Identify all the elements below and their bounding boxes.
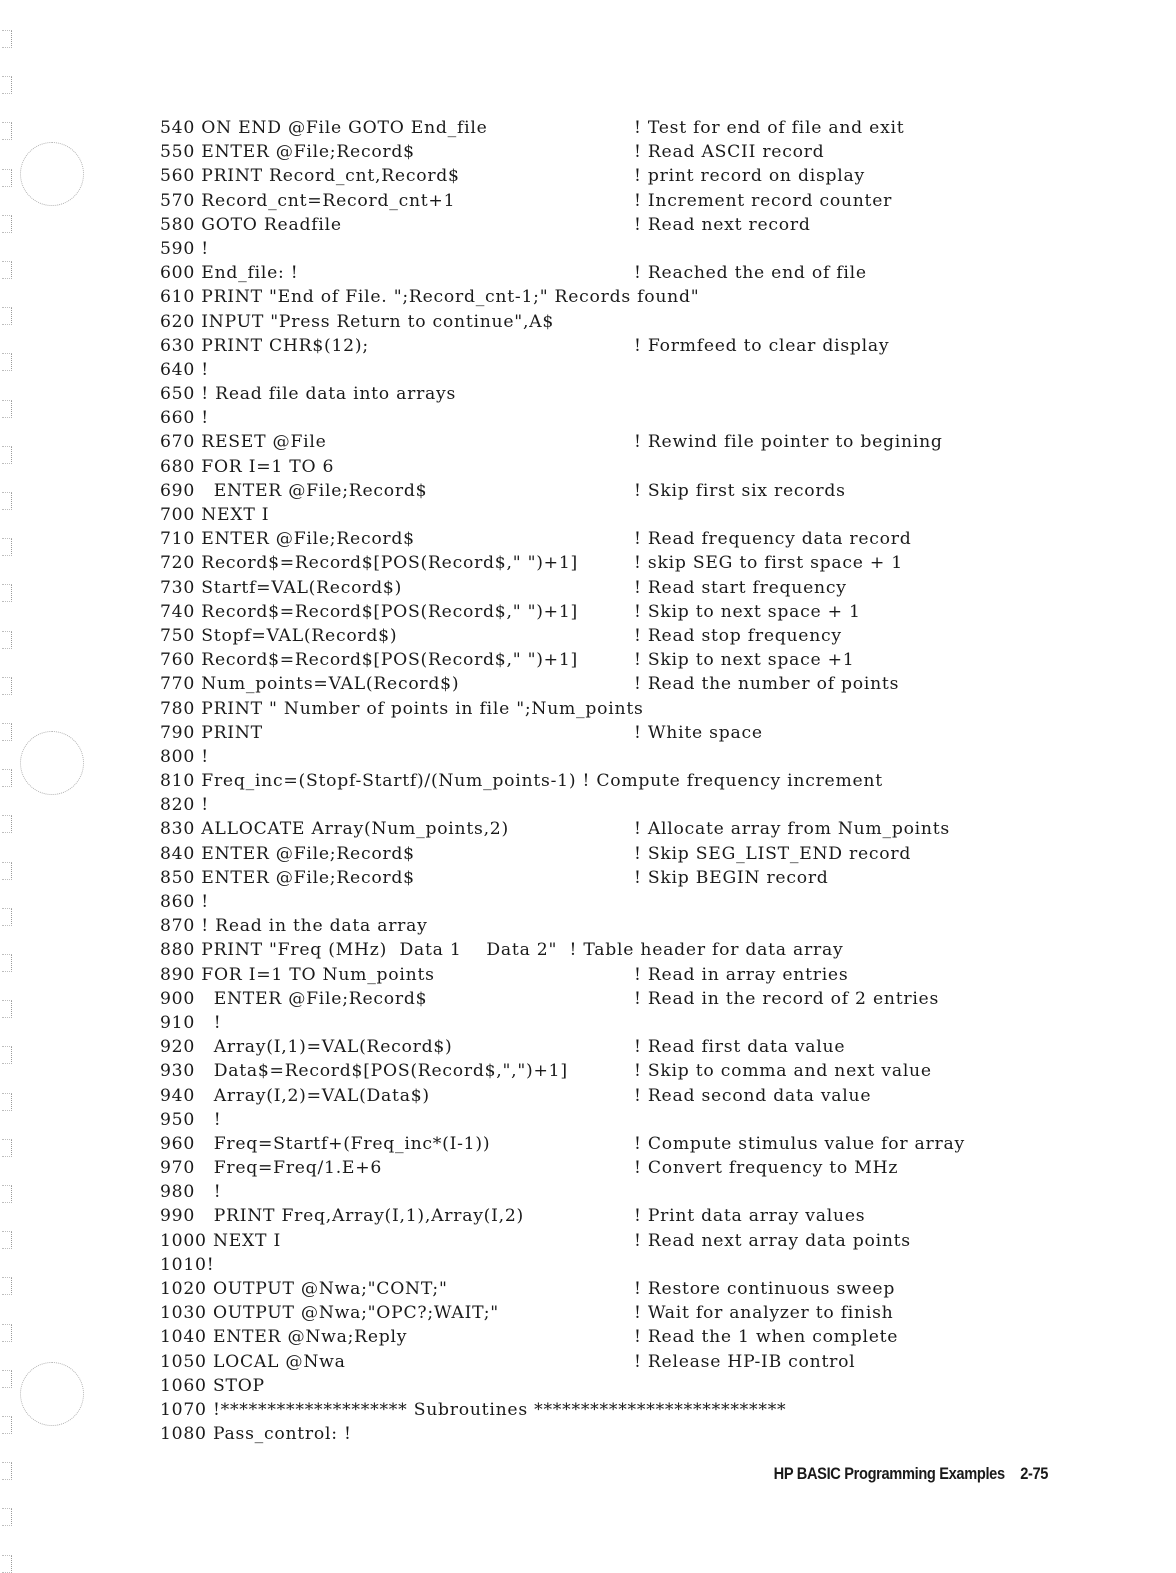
code-line xyxy=(160,842,1040,866)
code-line xyxy=(160,116,1040,140)
code-line xyxy=(160,1011,1040,1035)
code-line xyxy=(160,479,1040,503)
code-statement: 880 PRINT "Freq (MHz) Data 1 Data 2" ! Table header for data array xyxy=(160,940,844,961)
code-statement: 660 ! xyxy=(160,408,209,429)
code-comment: ! Formfeed to clear display xyxy=(634,335,890,356)
code-line xyxy=(160,527,1040,551)
code-line xyxy=(160,430,1040,454)
page-footer xyxy=(774,1464,1048,1484)
code-statement: 820 ! xyxy=(160,795,209,816)
edge-perforation-mark xyxy=(2,862,12,880)
code-line xyxy=(160,721,1040,745)
code-statement: 700 NEXT I xyxy=(160,505,270,525)
edge-perforation-mark xyxy=(2,1231,12,1249)
code-comment: ! Read frequency data record xyxy=(634,529,912,550)
code-statement: 730 Startf=VAL(Record$) xyxy=(160,577,403,598)
edge-perforation-mark xyxy=(2,677,12,695)
edge-perforation-mark xyxy=(2,1370,12,1388)
code-line xyxy=(160,1398,1040,1422)
code-statement: 970 Freq=Freq/1.E+6 xyxy=(160,1158,383,1179)
edge-perforation-mark xyxy=(2,169,12,187)
code-comment: ! Rewind file pointer to begining xyxy=(634,432,943,453)
code-line xyxy=(160,1229,1040,1253)
code-statement: 840 ENTER @File;Record$ xyxy=(160,843,415,864)
code-line xyxy=(160,866,1040,890)
code-line xyxy=(160,963,1040,987)
code-statement: 760 Record$=Record$[POS(Record$," ")+1] xyxy=(160,650,578,671)
code-line xyxy=(160,261,1040,285)
code-statement: 890 FOR I=1 TO Num_points xyxy=(160,964,435,985)
code-line xyxy=(160,1180,1040,1204)
edge-perforation-mark xyxy=(2,1324,12,1342)
code-line xyxy=(160,189,1040,213)
edge-perforation-mark xyxy=(2,261,12,279)
code-line xyxy=(160,1035,1040,1059)
code-comment: ! Skip to next space +1 xyxy=(634,650,855,671)
edge-perforation-mark xyxy=(2,215,12,233)
code-comment: ! Release HP-IB control xyxy=(634,1351,856,1372)
code-statement: 720 Record$=Record$[POS(Record$," ")+1] xyxy=(160,553,578,574)
edge-perforation-mark xyxy=(2,1139,12,1157)
edge-perforation-mark xyxy=(2,492,12,510)
code-line xyxy=(160,406,1040,430)
code-statement: 540 ON END @File GOTO End_file xyxy=(160,118,488,138)
binding-edge-marks xyxy=(0,0,14,1544)
code-line xyxy=(160,310,1040,334)
code-statement: 800 ! xyxy=(160,746,209,767)
code-statement: 930 Data$=Record$[POS(Record$,",")+1] xyxy=(160,1061,568,1082)
code-comment: ! Convert frequency to MHz xyxy=(634,1158,899,1179)
code-statement: 740 Record$=Record$[POS(Record$," ")+1] xyxy=(160,601,578,622)
code-statement: 1050 LOCAL @Nwa xyxy=(160,1351,346,1372)
code-line xyxy=(160,1253,1040,1277)
code-statement: 830 ALLOCATE Array(Num_points,2) xyxy=(160,819,509,840)
code-line xyxy=(160,987,1040,1011)
code-comment: ! Compute stimulus value for array xyxy=(634,1133,965,1154)
code-comment: ! Read second data value xyxy=(634,1085,872,1106)
code-line xyxy=(160,648,1040,672)
code-line xyxy=(160,285,1040,309)
edge-perforation-mark xyxy=(2,307,12,325)
code-statement: 860 ! xyxy=(160,892,209,912)
code-line xyxy=(160,624,1040,648)
edge-perforation-mark xyxy=(2,1093,12,1111)
code-comment: ! print record on display xyxy=(634,166,865,187)
code-statement: 790 PRINT xyxy=(160,722,263,743)
code-line xyxy=(160,1132,1040,1156)
punch-hole-middle xyxy=(20,731,84,795)
code-line xyxy=(160,213,1040,237)
edge-perforation-mark xyxy=(2,723,12,741)
code-statement: 1020 OUTPUT @Nwa;"CONT;" xyxy=(160,1279,448,1299)
code-statement: 770 Num_points=VAL(Record$) xyxy=(160,674,460,695)
code-line xyxy=(160,600,1040,624)
code-line xyxy=(160,1301,1040,1325)
edge-perforation-mark xyxy=(2,584,12,602)
code-comment: ! Allocate array from Num_points xyxy=(634,819,950,840)
code-statement: 680 FOR I=1 TO 6 xyxy=(160,456,335,477)
code-line xyxy=(160,769,1040,793)
code-statement: 1060 STOP xyxy=(160,1375,265,1396)
code-statement: 710 ENTER @File;Record$ xyxy=(160,529,415,550)
code-line xyxy=(160,914,1040,938)
punch-hole-top xyxy=(20,142,84,206)
edge-perforation-mark xyxy=(2,1185,12,1203)
code-comment: ! Skip to next space + 1 xyxy=(634,601,861,622)
code-comment: ! Read in the record of 2 entries xyxy=(634,988,940,1009)
edge-perforation-mark xyxy=(2,1277,12,1295)
code-statement: 960 Freq=Startf+(Freq_inc*(I-1)) xyxy=(160,1133,491,1154)
code-line xyxy=(160,672,1040,696)
code-line xyxy=(160,551,1040,575)
code-comment: ! Read start frequency xyxy=(634,577,847,598)
code-comment: ! skip SEG to first space + 1 xyxy=(634,553,903,574)
code-line xyxy=(160,793,1040,817)
code-line xyxy=(160,1059,1040,1083)
code-statement: 630 PRINT CHR$(12); xyxy=(160,335,369,356)
edge-perforation-mark xyxy=(2,769,12,787)
code-comment: ! Print data array values xyxy=(634,1206,866,1227)
code-line xyxy=(160,455,1040,479)
code-line xyxy=(160,334,1040,358)
code-statement: 620 INPUT "Press Return to continue",A$ xyxy=(160,311,555,332)
code-statement: 780 PRINT " Number of points in file ";Num_points xyxy=(160,698,644,719)
code-comment: ! Reached the end of file xyxy=(634,263,867,284)
code-comment: ! Increment record counter xyxy=(634,190,893,211)
code-statement: 670 RESET @File xyxy=(160,432,327,453)
code-comment: ! Read first data value xyxy=(634,1037,846,1058)
code-line xyxy=(160,1084,1040,1108)
code-line xyxy=(160,938,1040,962)
code-line xyxy=(160,817,1040,841)
code-line xyxy=(160,382,1040,406)
edge-perforation-mark xyxy=(2,1555,12,1573)
code-statement: 810 Freq_inc=(Stopf-Startf)/(Num_points-1) ! Compute frequency increment xyxy=(160,771,883,792)
code-comment: ! Skip BEGIN record xyxy=(634,867,829,888)
edge-perforation-mark xyxy=(2,631,12,649)
code-comment: ! Restore continuous sweep xyxy=(634,1279,896,1299)
code-line xyxy=(160,697,1040,721)
code-statement: 900 ENTER @File;Record$ xyxy=(160,988,428,1009)
edge-perforation-mark xyxy=(2,400,12,418)
edge-perforation-mark xyxy=(2,1000,12,1018)
edge-perforation-mark xyxy=(2,1046,12,1064)
code-line xyxy=(160,1350,1040,1374)
code-statement: 600 End_file: ! xyxy=(160,263,299,284)
code-statement: 950 ! xyxy=(160,1109,222,1130)
code-line xyxy=(160,164,1040,188)
code-statement: 650 ! Read file data into arrays xyxy=(160,384,457,405)
code-comment: ! Skip SEG_LIST_END record xyxy=(634,843,912,864)
code-statement: 750 Stopf=VAL(Record$) xyxy=(160,625,398,646)
code-comment: ! Read next array data points xyxy=(634,1230,911,1251)
code-line xyxy=(160,745,1040,769)
edge-perforation-mark xyxy=(2,954,12,972)
code-line xyxy=(160,1277,1040,1301)
code-line xyxy=(160,237,1040,261)
code-comment: ! Skip first six records xyxy=(634,480,846,501)
program-listing xyxy=(160,116,1040,1446)
code-comment: ! Read ASCII record xyxy=(634,142,825,163)
footer-title: HP BASIC Programming Examples xyxy=(773,1464,1005,1483)
code-line xyxy=(160,1156,1040,1180)
code-line xyxy=(160,890,1040,914)
code-statement: 1000 NEXT I xyxy=(160,1230,281,1251)
code-comment: ! Read the 1 when complete xyxy=(634,1327,899,1348)
code-line xyxy=(160,1325,1040,1349)
code-line xyxy=(160,1204,1040,1228)
punch-hole-bottom xyxy=(20,1362,84,1426)
code-line xyxy=(160,1108,1040,1132)
code-line xyxy=(160,1374,1040,1398)
code-statement: 980 ! xyxy=(160,1182,222,1203)
code-comment: ! Test for end of file and exit xyxy=(634,118,905,138)
edge-perforation-mark xyxy=(2,76,12,94)
code-statement: 580 GOTO Readfile xyxy=(160,214,342,235)
code-statement: 610 PRINT "End of File. ";Record_cnt-1;" Records found" xyxy=(160,287,700,308)
code-statement: 640 ! xyxy=(160,359,209,380)
code-line xyxy=(160,576,1040,600)
code-statement: 920 Array(I,1)=VAL(Record$) xyxy=(160,1037,453,1058)
edge-perforation-mark xyxy=(2,446,12,464)
edge-perforation-mark xyxy=(2,1462,12,1480)
code-line xyxy=(160,503,1040,527)
code-comment: ! Read stop frequency xyxy=(634,625,842,646)
code-comment: ! Read next record xyxy=(634,214,811,235)
edge-perforation-mark xyxy=(2,908,12,926)
code-comment: ! Read the number of points xyxy=(634,674,900,695)
code-statement: 1070 !******************** Subroutines *************************** xyxy=(160,1399,787,1420)
code-comment: ! Wait for analyzer to finish xyxy=(634,1303,894,1324)
edge-perforation-mark xyxy=(2,815,12,833)
code-line xyxy=(160,358,1040,382)
code-line xyxy=(160,1422,1040,1446)
code-comment: ! Read in array entries xyxy=(634,964,849,985)
code-statement: 560 PRINT Record_cnt,Record$ xyxy=(160,166,460,187)
edge-perforation-mark xyxy=(2,1508,12,1526)
code-comment: ! White space xyxy=(634,722,763,743)
code-statement: 570 Record_cnt=Record_cnt+1 xyxy=(160,190,456,211)
page-number: 2-75 xyxy=(1020,1464,1048,1483)
code-statement: 1040 ENTER @Nwa;Reply xyxy=(160,1327,408,1348)
code-statement: 990 PRINT Freq,Array(I,1),Array(I,2) xyxy=(160,1206,525,1227)
code-statement: 910 ! xyxy=(160,1012,222,1033)
code-line xyxy=(160,140,1040,164)
code-statement: 1030 OUTPUT @Nwa;"OPC?;WAIT;" xyxy=(160,1303,499,1324)
code-statement: 870 ! Read in the data array xyxy=(160,916,428,937)
code-comment: ! Skip to comma and next value xyxy=(634,1061,932,1082)
edge-perforation-mark xyxy=(2,1416,12,1434)
code-statement: 590 ! xyxy=(160,238,209,259)
code-statement: 1010! xyxy=(160,1254,215,1275)
code-statement: 1080 Pass_control: ! xyxy=(160,1424,352,1445)
edge-perforation-mark xyxy=(2,538,12,556)
code-statement: 850 ENTER @File;Record$ xyxy=(160,867,415,888)
code-statement: 690 ENTER @File;Record$ xyxy=(160,480,428,501)
code-statement: 550 ENTER @File;Record$ xyxy=(160,142,415,163)
edge-perforation-mark xyxy=(2,353,12,371)
code-statement: 940 Array(I,2)=VAL(Data$) xyxy=(160,1085,430,1106)
edge-perforation-mark xyxy=(2,122,12,140)
edge-perforation-mark xyxy=(2,30,12,48)
